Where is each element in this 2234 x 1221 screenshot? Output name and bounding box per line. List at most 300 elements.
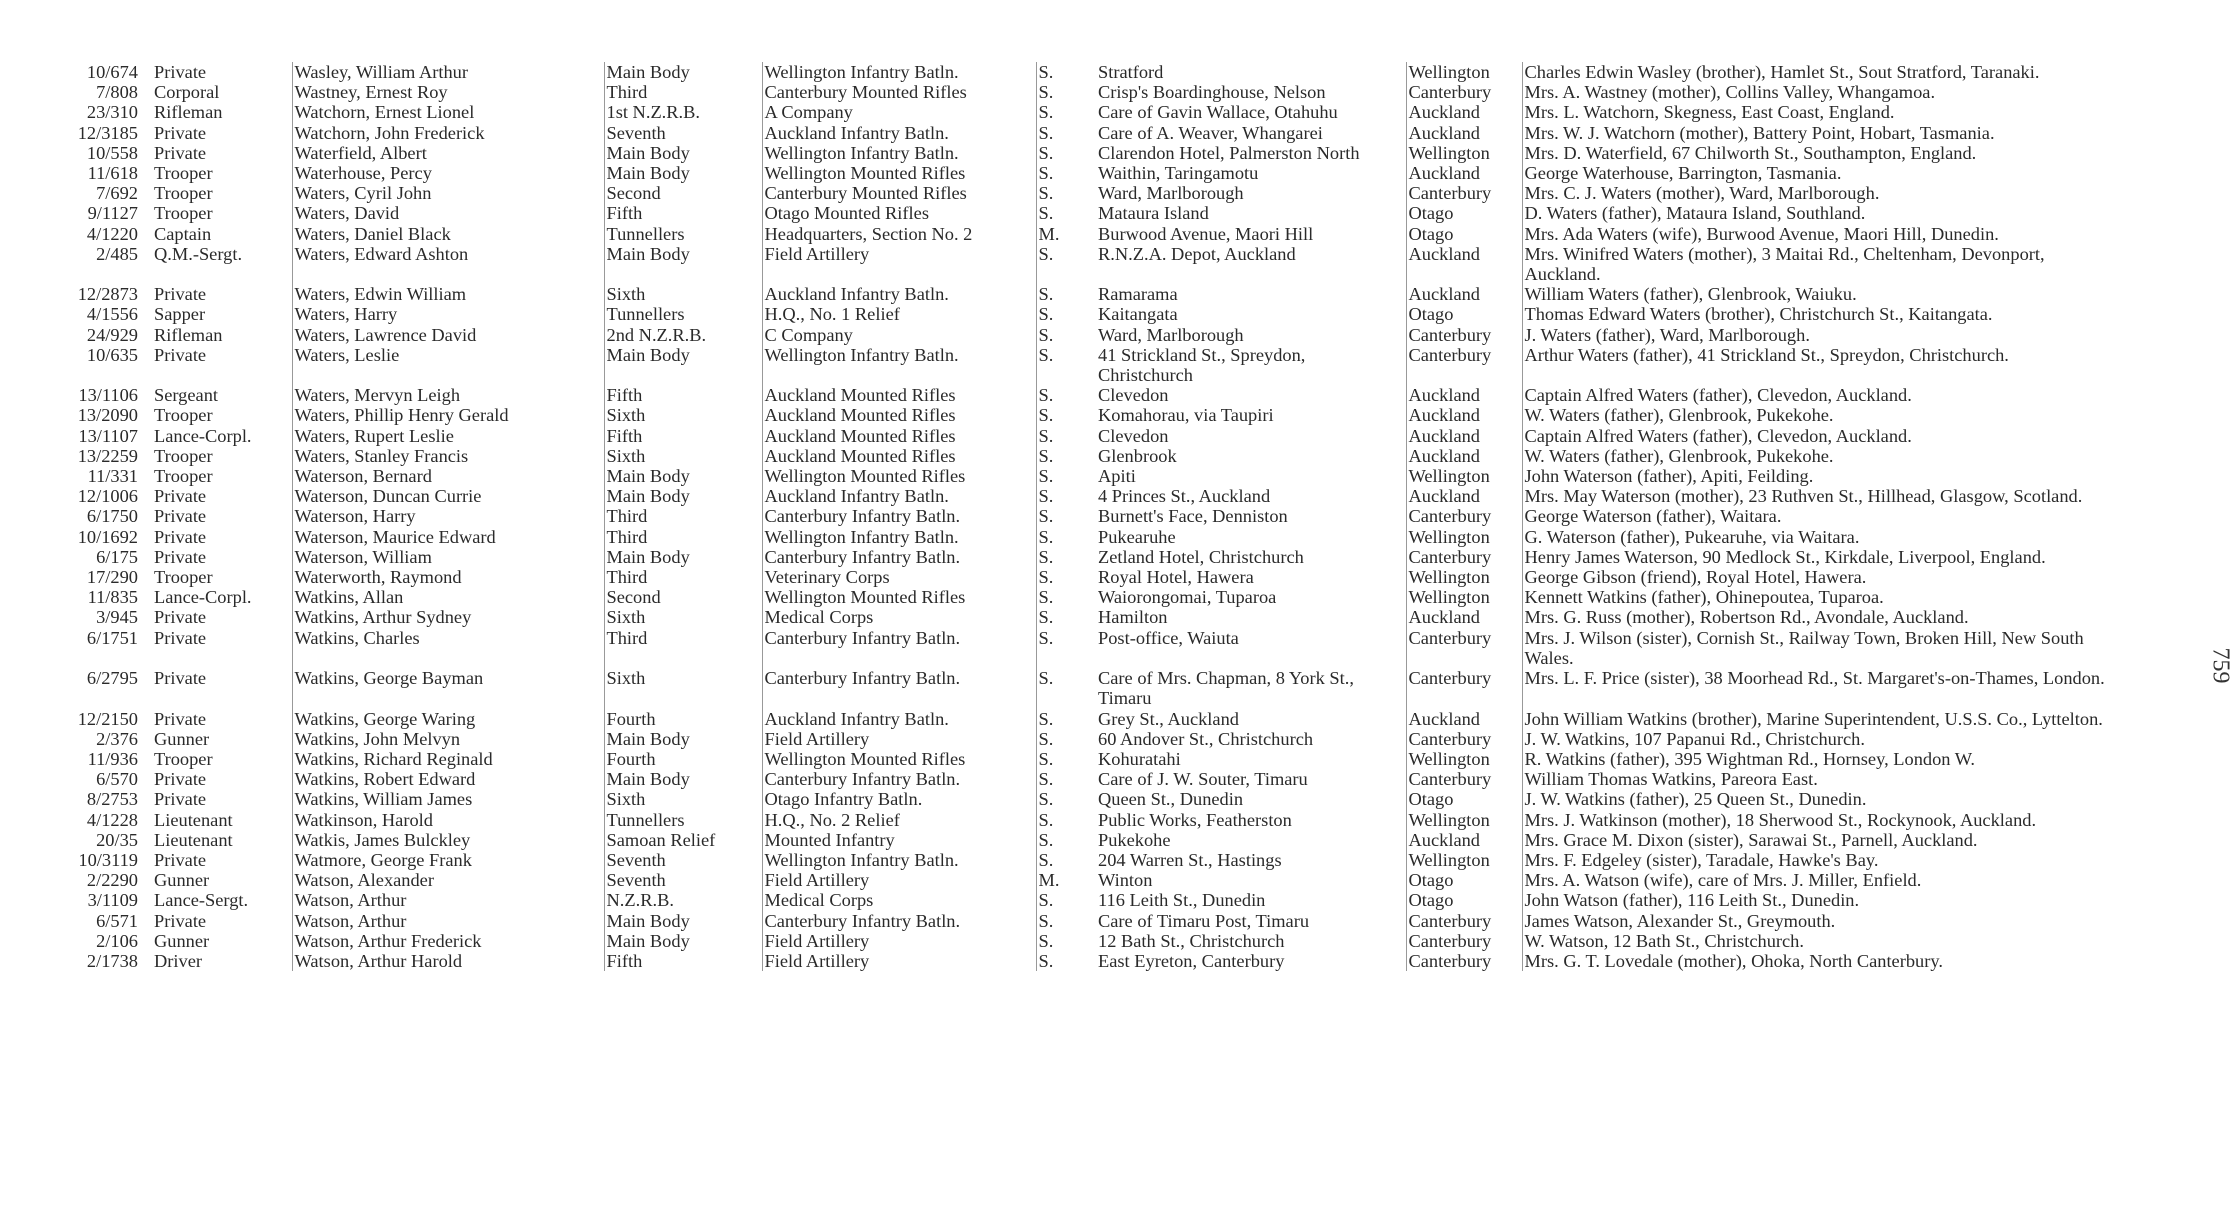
roll-page: [62, 62, 2234, 971]
table-row: [62, 870, 2112, 890]
regimental-number-cell: 11/936: [87, 748, 138, 769]
soldier-name-cell: Waterworth, Raymond: [292, 567, 604, 587]
rank-cell: Private: [152, 850, 292, 870]
regimental-number-cell: 10/635: [86, 344, 138, 365]
marital-status-cell: S.: [1038, 546, 1054, 567]
roll-rows: [62, 62, 2112, 971]
soldier-name-cell: Waterson, Maurice Edward: [292, 527, 604, 547]
unit-cell: Veterinary Corps: [762, 567, 1036, 587]
regimental-number-cell: 24/929: [86, 324, 138, 345]
table-row: [62, 446, 2112, 466]
marital-status-cell: S.: [1038, 809, 1054, 830]
district-cell: Canterbury: [1406, 547, 1522, 567]
draft-cell: Third: [604, 567, 762, 587]
next-of-kin-cell: Mrs. W. J. Watchorn (mother), Battery Point, Hobart, Tasmania.: [1524, 122, 1995, 143]
marital-status-cell: S.: [1038, 849, 1054, 870]
rank-cell: Lieutenant: [152, 810, 292, 830]
soldier-name-cell: Watkis, James Bulckley: [292, 830, 604, 850]
regimental-number-cell: 2/2290: [86, 870, 138, 891]
unit-cell: Mounted Infantry: [762, 830, 1036, 850]
marital-status-cell: S.: [1038, 769, 1054, 790]
soldier-name-cell: Watson, Arthur Harold: [292, 951, 604, 971]
last-address-cell: Clarendon Hotel, Palmerston North: [1096, 143, 1406, 163]
soldier-name-cell: Wastney, Ernest Roy: [292, 82, 604, 102]
unit-cell: Canterbury Infantry Batln.: [762, 769, 1036, 789]
unit-cell: A Company: [762, 102, 1036, 122]
unit-cell: Field Artillery: [762, 729, 1036, 749]
regimental-number-cell: 9/1127: [87, 203, 138, 224]
district-cell: Canterbury: [1406, 325, 1522, 345]
regimental-number-cell: 4/1220: [86, 223, 138, 244]
next-of-kin-cell: Mrs. Winifred Waters (mother), 3 Maitai Rd., Cheltenham, Devonport, Auckland.: [1524, 243, 2045, 285]
table-row: [62, 830, 2112, 850]
marital-status-cell: S.: [1038, 910, 1054, 931]
unit-cell: Auckland Infantry Batln.: [762, 709, 1036, 729]
draft-cell: Main Body: [604, 911, 762, 931]
next-of-kin-cell: Mrs. J. Wilson (sister), Cornish St., Railway Town, Broken Hill, New South Wales.: [1524, 627, 2084, 668]
soldier-name-cell: Waterson, Duncan Currie: [292, 486, 604, 506]
table-row: [62, 527, 2112, 547]
next-of-kin-cell: Mrs. May Waterson (mother), 23 Ruthven St., Hillhead, Glasgow, Scotland.: [1524, 486, 2083, 507]
draft-cell: Seventh: [604, 870, 762, 890]
district-cell: Canterbury: [1406, 183, 1522, 203]
marital-status-cell: S.: [1038, 405, 1054, 426]
marital-status-cell: S.: [1038, 82, 1054, 103]
unit-cell: Wellington Infantry Batln.: [762, 143, 1036, 163]
draft-cell: Sixth: [604, 284, 762, 304]
soldier-name-cell: Watkins, Robert Edward: [292, 769, 604, 789]
rank-cell: Private: [152, 527, 292, 547]
soldier-name-cell: Waters, Leslie: [292, 345, 604, 385]
last-address-cell: Pukearuhe: [1096, 527, 1406, 547]
last-address-cell: Waithin, Taringamotu: [1096, 163, 1406, 183]
next-of-kin-cell: W. Waters (father), Glenbrook, Pukekohe.: [1524, 405, 1834, 426]
regimental-number-cell: 4/1556: [86, 304, 138, 325]
draft-cell: Main Body: [604, 729, 762, 749]
marital-status-cell: S.: [1038, 587, 1054, 608]
regimental-number-cell: 13/2090: [77, 405, 138, 426]
unit-cell: C Company: [762, 325, 1036, 345]
rank-cell: Rifleman: [152, 102, 292, 122]
draft-cell: Third: [604, 82, 762, 102]
regimental-number-cell: 3/1109: [87, 890, 138, 911]
rank-cell: Private: [152, 668, 292, 708]
next-of-kin-cell: Mrs. C. J. Waters (mother), Ward, Marlborough.: [1524, 183, 1880, 204]
draft-cell: Fifth: [604, 203, 762, 223]
soldier-name-cell: Watkins, Arthur Sydney: [292, 607, 604, 627]
district-cell: Auckland: [1406, 284, 1522, 304]
next-of-kin-cell: George Waterhouse, Barrington, Tasmania.: [1524, 163, 1842, 184]
table-row: [62, 769, 2112, 789]
last-address-cell: 116 Leith St., Dunedin: [1096, 890, 1406, 910]
rank-cell: Private: [152, 506, 292, 526]
draft-cell: Sixth: [604, 789, 762, 809]
district-cell: Auckland: [1406, 446, 1522, 466]
rank-cell: Trooper: [152, 163, 292, 183]
next-of-kin-cell: James Watson, Alexander St., Greymouth.: [1524, 910, 1836, 931]
regimental-number-cell: 10/558: [86, 142, 138, 163]
rank-cell: Trooper: [152, 749, 292, 769]
draft-cell: Sixth: [604, 607, 762, 627]
rank-cell: Captain: [152, 224, 292, 244]
unit-cell: Wellington Mounted Rifles: [762, 466, 1036, 486]
next-of-kin-cell: J. Waters (father), Ward, Marlborough.: [1524, 324, 1810, 345]
draft-cell: 2nd N.Z.R.B.: [604, 325, 762, 345]
last-address-cell: Care of A. Weaver, Whangarei: [1096, 123, 1406, 143]
regimental-number-cell: 11/835: [87, 587, 138, 608]
soldier-name-cell: Waters, Cyril John: [292, 183, 604, 203]
regimental-number-cell: 10/3119: [78, 849, 138, 870]
draft-cell: Sixth: [604, 668, 762, 708]
next-of-kin-cell: Mrs. Ada Waters (wife), Burwood Avenue, Maori Hill, Dunedin.: [1524, 223, 1999, 244]
next-of-kin-cell: Arthur Waters (father), 41 Strickland St., Spreydon, Christchurch.: [1524, 344, 2009, 365]
table-row: [62, 709, 2112, 729]
district-cell: Auckland: [1406, 709, 1522, 729]
district-cell: Auckland: [1406, 385, 1522, 405]
draft-cell: Fourth: [604, 709, 762, 729]
next-of-kin-cell: Kennett Watkins (father), Ohinepoutea, Tuparoa.: [1524, 587, 1884, 608]
district-cell: Canterbury: [1406, 345, 1522, 385]
unit-cell: Otago Mounted Rifles: [762, 203, 1036, 223]
next-of-kin-cell: Mrs. L. F. Price (sister), 38 Moorhead Rd., St. Margaret's-on-Thames, London.: [1524, 668, 2105, 689]
unit-cell: Auckland Mounted Rifles: [762, 405, 1036, 425]
next-of-kin-cell: Thomas Edward Waters (brother), Christchurch St., Kaitangata.: [1524, 304, 1993, 325]
unit-cell: Wellington Infantry Batln.: [762, 850, 1036, 870]
last-address-cell: Ward, Marlborough: [1096, 325, 1406, 345]
district-cell: Canterbury: [1406, 668, 1522, 708]
draft-cell: Third: [604, 506, 762, 526]
table-row: [62, 123, 2112, 143]
table-row: [62, 183, 2112, 203]
marital-status-cell: M.: [1038, 870, 1060, 891]
soldier-name-cell: Waterson, Harry: [292, 506, 604, 526]
rank-cell: Gunner: [152, 931, 292, 951]
marital-status-cell: S.: [1038, 890, 1054, 911]
next-of-kin-cell: George Gibson (friend), Royal Hotel, Hawera.: [1524, 567, 1867, 588]
marital-status-cell: S.: [1038, 62, 1054, 82]
next-of-kin-cell: John William Watkins (brother), Marine Superintendent, U.S.S. Co., Lyttelton.: [1524, 708, 2103, 729]
draft-cell: Fifth: [604, 951, 762, 971]
table-row: [62, 607, 2112, 627]
last-address-cell: 60 Andover St., Christchurch: [1096, 729, 1406, 749]
rank-cell: Q.M.-Sergt.: [152, 244, 292, 284]
draft-cell: Fifth: [604, 385, 762, 405]
unit-cell: Wellington Mounted Rifles: [762, 749, 1036, 769]
rank-cell: Private: [152, 143, 292, 163]
soldier-name-cell: Watson, Arthur: [292, 890, 604, 910]
soldier-name-cell: Waters, Edward Ashton: [292, 244, 604, 284]
next-of-kin-cell: Mrs. L. Watchorn, Skegness, East Coast, England.: [1524, 102, 1895, 123]
marital-status-cell: S.: [1038, 385, 1054, 406]
table-row: [62, 345, 2112, 385]
rank-cell: Private: [152, 284, 292, 304]
soldier-name-cell: Waters, Rupert Leslie: [292, 426, 604, 446]
regimental-number-cell: 2/485: [96, 243, 138, 264]
table-row: [62, 163, 2112, 183]
table-row: [62, 304, 2112, 324]
draft-cell: Main Body: [604, 62, 762, 82]
marital-status-cell: S.: [1038, 930, 1054, 951]
next-of-kin-cell: Mrs. G. T. Lovedale (mother), Ohoka, North Canterbury.: [1524, 950, 1943, 971]
last-address-cell: Public Works, Featherston: [1096, 810, 1406, 830]
district-cell: Otago: [1406, 224, 1522, 244]
marital-status-cell: S.: [1038, 627, 1054, 648]
next-of-kin-cell: Captain Alfred Waters (father), Clevedon, Auckland.: [1524, 425, 1912, 446]
table-row: [62, 385, 2112, 405]
rank-cell: Trooper: [152, 183, 292, 203]
last-address-cell: Kohuratahi: [1096, 749, 1406, 769]
next-of-kin-cell: Mrs. J. Watkinson (mother), 18 Sherwood St., Rockynook, Auckland.: [1524, 809, 2037, 830]
unit-cell: Canterbury Infantry Batln.: [762, 547, 1036, 567]
last-address-cell: Hamilton: [1096, 607, 1406, 627]
rank-cell: Private: [152, 607, 292, 627]
unit-cell: Headquarters, Section No. 2: [762, 224, 1036, 244]
unit-cell: Auckland Infantry Batln.: [762, 123, 1036, 143]
next-of-kin-cell: Mrs. A. Watson (wife), care of Mrs. J. Miller, Enfield.: [1524, 870, 1922, 891]
unit-cell: Auckland Mounted Rifles: [762, 446, 1036, 466]
rank-cell: Private: [152, 345, 292, 385]
soldier-name-cell: Waters, Daniel Black: [292, 224, 604, 244]
regimental-number-cell: 13/1106: [78, 385, 138, 406]
district-cell: Wellington: [1406, 567, 1522, 587]
regimental-number-cell: 7/692: [96, 183, 138, 204]
soldier-name-cell: Watkins, Charles: [292, 628, 604, 668]
regimental-number-cell: 6/1751: [86, 627, 138, 648]
soldier-name-cell: Waterfield, Albert: [292, 143, 604, 163]
draft-cell: Second: [604, 587, 762, 607]
last-address-cell: Care of Timaru Post, Timaru: [1096, 911, 1406, 931]
unit-cell: Otago Infantry Batln.: [762, 789, 1036, 809]
rank-cell: Gunner: [152, 729, 292, 749]
marital-status-cell: S.: [1038, 163, 1054, 184]
marital-status-cell: S.: [1038, 486, 1054, 507]
draft-cell: Third: [604, 527, 762, 547]
unit-cell: Canterbury Infantry Batln.: [762, 668, 1036, 708]
unit-cell: Wellington Infantry Batln.: [762, 345, 1036, 385]
regimental-number-cell: 2/376: [96, 728, 138, 749]
soldier-name-cell: Waters, Mervyn Leigh: [292, 385, 604, 405]
draft-cell: Main Body: [604, 143, 762, 163]
rank-cell: Trooper: [152, 466, 292, 486]
rank-cell: Driver: [152, 951, 292, 971]
last-address-cell: Grey St., Auckland: [1096, 709, 1406, 729]
rank-cell: Trooper: [152, 405, 292, 425]
soldier-name-cell: Waterson, William: [292, 547, 604, 567]
rank-cell: Sapper: [152, 304, 292, 324]
draft-cell: Main Body: [604, 466, 762, 486]
district-cell: Otago: [1406, 870, 1522, 890]
table-row: [62, 244, 2112, 284]
rank-cell: Private: [152, 62, 292, 82]
last-address-cell: 204 Warren St., Hastings: [1096, 850, 1406, 870]
unit-cell: Field Artillery: [762, 951, 1036, 971]
next-of-kin-cell: Charles Edwin Wasley (brother), Hamlet St., Sout Stratford, Taranaki.: [1524, 62, 2040, 82]
table-row: [62, 729, 2112, 749]
rank-cell: Trooper: [152, 567, 292, 587]
regimental-number-cell: 12/1006: [77, 486, 138, 507]
soldier-name-cell: Watchorn, John Frederick: [292, 123, 604, 143]
unit-cell: Canterbury Infantry Batln.: [762, 911, 1036, 931]
unit-cell: Canterbury Infantry Batln.: [762, 628, 1036, 668]
table-row: [62, 850, 2112, 870]
last-address-cell: Crisp's Boardinghouse, Nelson: [1096, 82, 1406, 102]
marital-status-cell: S.: [1038, 526, 1054, 547]
last-address-cell: East Eyreton, Canterbury: [1096, 951, 1406, 971]
rank-cell: Private: [152, 486, 292, 506]
draft-cell: Tunnellers: [604, 304, 762, 324]
district-cell: Auckland: [1406, 830, 1522, 850]
last-address-cell: Ramarama: [1096, 284, 1406, 304]
soldier-name-cell: Wasley, William Arthur: [292, 62, 604, 82]
marital-status-cell: S.: [1038, 829, 1054, 850]
soldier-name-cell: Watson, Arthur Frederick: [292, 931, 604, 951]
table-row: [62, 203, 2112, 223]
soldier-name-cell: Waters, Harry: [292, 304, 604, 324]
rank-cell: Private: [152, 628, 292, 668]
marital-status-cell: S.: [1038, 668, 1054, 689]
unit-cell: H.Q., No. 1 Relief: [762, 304, 1036, 324]
draft-cell: N.Z.R.B.: [604, 890, 762, 910]
regimental-number-cell: 23/310: [86, 102, 138, 123]
district-cell: Canterbury: [1406, 506, 1522, 526]
district-cell: Auckland: [1406, 123, 1522, 143]
rank-cell: Private: [152, 769, 292, 789]
soldier-name-cell: Waters, Stanley Francis: [292, 446, 604, 466]
table-row: [62, 668, 2112, 708]
table-row: [62, 486, 2112, 506]
soldier-name-cell: Watkins, George Waring: [292, 709, 604, 729]
marital-status-cell: S.: [1038, 324, 1054, 345]
last-address-cell: Care of Mrs. Chapman, 8 York St., Timaru: [1096, 668, 1406, 708]
last-address-cell: R.N.Z.A. Depot, Auckland: [1096, 244, 1406, 284]
draft-cell: Main Body: [604, 244, 762, 284]
district-cell: Canterbury: [1406, 769, 1522, 789]
soldier-name-cell: Watkins, Allan: [292, 587, 604, 607]
table-row: [62, 325, 2112, 345]
last-address-cell: Clevedon: [1096, 385, 1406, 405]
district-cell: Wellington: [1406, 143, 1522, 163]
unit-cell: Medical Corps: [762, 890, 1036, 910]
nominal-roll-table: [62, 62, 2112, 971]
district-cell: Auckland: [1406, 405, 1522, 425]
district-cell: Canterbury: [1406, 729, 1522, 749]
unit-cell: Field Artillery: [762, 931, 1036, 951]
table-row: [62, 62, 2112, 82]
last-address-cell: Care of J. W. Souter, Timaru: [1096, 769, 1406, 789]
unit-cell: Wellington Mounted Rifles: [762, 163, 1036, 183]
table-row: [62, 405, 2112, 425]
draft-cell: Third: [604, 628, 762, 668]
next-of-kin-cell: W. Watson, 12 Bath St., Christchurch.: [1524, 930, 1804, 951]
district-cell: Wellington: [1406, 587, 1522, 607]
draft-cell: Sixth: [604, 446, 762, 466]
regimental-number-cell: 10/674: [86, 62, 138, 82]
regimental-number-cell: 2/1738: [86, 950, 138, 971]
last-address-cell: Waiorongomai, Tuparoa: [1096, 587, 1406, 607]
table-row: [62, 224, 2112, 244]
regimental-number-cell: 17/290: [86, 567, 138, 588]
marital-status-cell: S.: [1038, 284, 1054, 305]
unit-cell: Canterbury Mounted Rifles: [762, 183, 1036, 203]
district-cell: Canterbury: [1406, 82, 1522, 102]
last-address-cell: Care of Gavin Wallace, Otahuhu: [1096, 102, 1406, 122]
rank-cell: Trooper: [152, 203, 292, 223]
draft-cell: Seventh: [604, 123, 762, 143]
soldier-name-cell: Watmore, George Frank: [292, 850, 604, 870]
district-cell: Auckland: [1406, 426, 1522, 446]
marital-status-cell: S.: [1038, 142, 1054, 163]
table-row: [62, 143, 2112, 163]
rank-cell: Private: [152, 789, 292, 809]
rank-cell: Lance-Sergt.: [152, 890, 292, 910]
district-cell: Auckland: [1406, 244, 1522, 284]
regimental-number-cell: 11/618: [87, 163, 138, 184]
unit-cell: Wellington Infantry Batln.: [762, 527, 1036, 547]
table-row: [62, 547, 2112, 567]
district-cell: Canterbury: [1406, 931, 1522, 951]
last-address-cell: Glenbrook: [1096, 446, 1406, 466]
last-address-cell: Pukekohe: [1096, 830, 1406, 850]
district-cell: Wellington: [1406, 850, 1522, 870]
marital-status-cell: M.: [1038, 223, 1060, 244]
regimental-number-cell: 6/570: [96, 769, 138, 790]
next-of-kin-cell: Captain Alfred Waters (father), Clevedon, Auckland.: [1524, 385, 1912, 406]
last-address-cell: Burwood Avenue, Maori Hill: [1096, 224, 1406, 244]
next-of-kin-cell: Mrs. F. Edgeley (sister), Taradale, Hawke's Bay.: [1524, 849, 1879, 870]
next-of-kin-cell: William Thomas Watkins, Pareora East.: [1524, 769, 1818, 790]
unit-cell: Wellington Infantry Batln.: [762, 62, 1036, 82]
regimental-number-cell: 12/2873: [77, 284, 138, 305]
district-cell: Otago: [1406, 203, 1522, 223]
soldier-name-cell: Waterson, Bernard: [292, 466, 604, 486]
draft-cell: Main Body: [604, 345, 762, 385]
draft-cell: Fourth: [604, 749, 762, 769]
regimental-number-cell: 6/175: [96, 546, 138, 567]
table-row: [62, 931, 2112, 951]
regimental-number-cell: 11/331: [87, 466, 138, 487]
last-address-cell: Clevedon: [1096, 426, 1406, 446]
marital-status-cell: S.: [1038, 950, 1054, 971]
soldier-name-cell: Watson, Arthur: [292, 911, 604, 931]
marital-status-cell: S.: [1038, 102, 1054, 123]
district-cell: Otago: [1406, 890, 1522, 910]
last-address-cell: 41 Strickland St., Spreydon, Christchurch: [1096, 345, 1406, 385]
unit-cell: Canterbury Mounted Rifles: [762, 82, 1036, 102]
last-address-cell: Apiti: [1096, 466, 1406, 486]
soldier-name-cell: Watkins, George Bayman: [292, 668, 604, 708]
draft-cell: Second: [604, 183, 762, 203]
soldier-name-cell: Watchorn, Ernest Lionel: [292, 102, 604, 122]
draft-cell: 1st N.Z.R.B.: [604, 102, 762, 122]
soldier-name-cell: Waters, Phillip Henry Gerald: [292, 405, 604, 425]
table-row: [62, 426, 2112, 446]
marital-status-cell: S.: [1038, 183, 1054, 204]
next-of-kin-cell: George Waterson (father), Waitara.: [1524, 506, 1782, 527]
marital-status-cell: S.: [1038, 466, 1054, 487]
regimental-number-cell: 2/106: [96, 930, 138, 951]
unit-cell: H.Q., No. 2 Relief: [762, 810, 1036, 830]
next-of-kin-cell: William Waters (father), Glenbrook, Waiuku.: [1524, 284, 1857, 305]
table-row: [62, 749, 2112, 769]
regimental-number-cell: 7/808: [96, 82, 138, 103]
marital-status-cell: S.: [1038, 728, 1054, 749]
last-address-cell: Mataura Island: [1096, 203, 1406, 223]
table-row: [62, 102, 2112, 122]
regimental-number-cell: 20/35: [96, 829, 138, 850]
regimental-number-cell: 3/945: [96, 607, 138, 628]
soldier-name-cell: Watkins, John Melvyn: [292, 729, 604, 749]
marital-status-cell: S.: [1038, 122, 1054, 143]
